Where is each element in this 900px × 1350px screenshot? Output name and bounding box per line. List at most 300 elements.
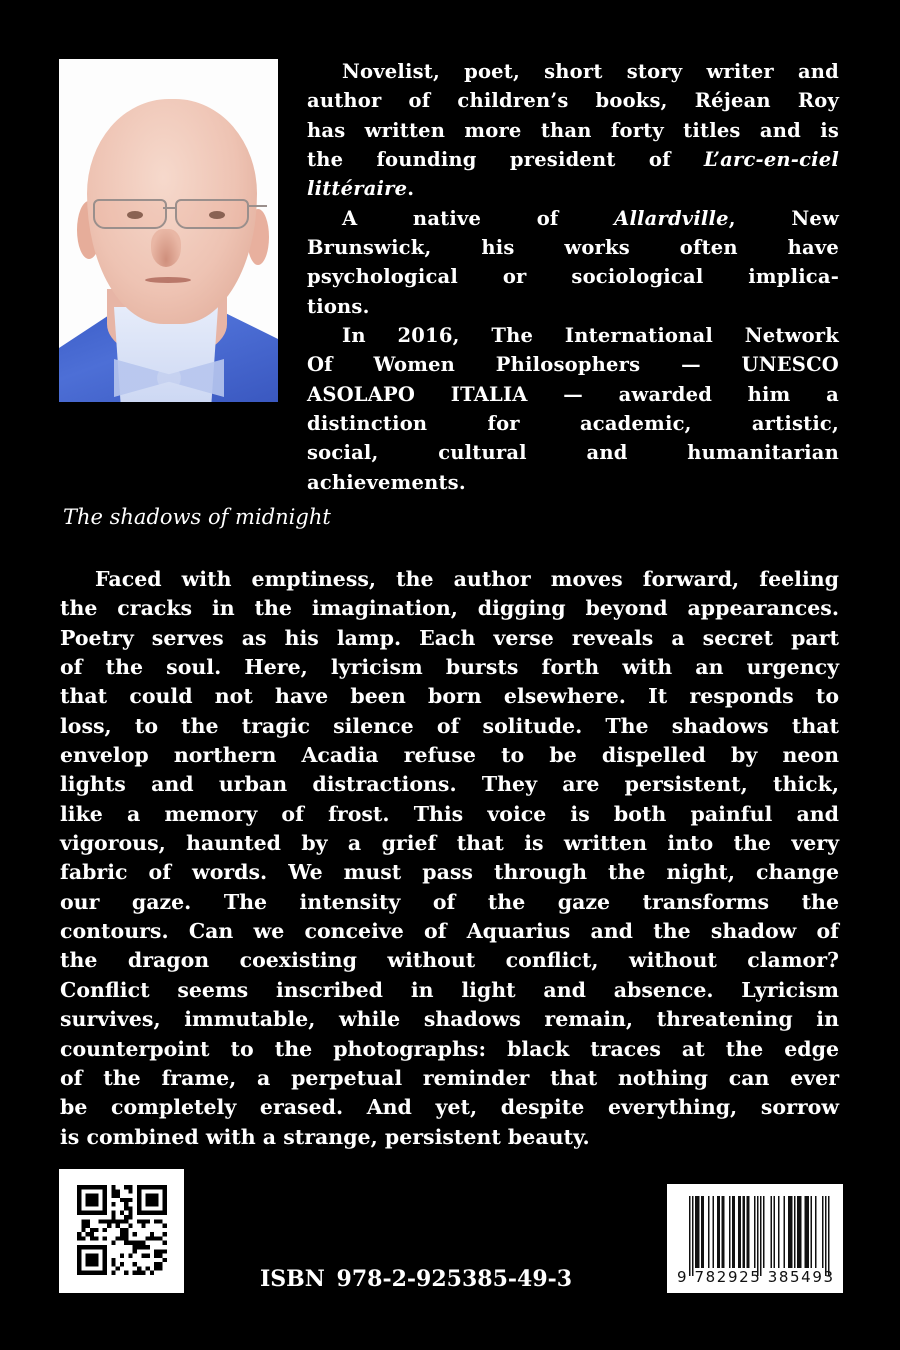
text-segment: , New [728, 206, 839, 230]
text-line [307, 116, 839, 145]
barcode-bar [778, 1196, 779, 1268]
qr-module [86, 1198, 90, 1202]
barcode-bar [701, 1196, 702, 1268]
qr-module [146, 1185, 150, 1189]
qr-module [163, 1202, 167, 1206]
qr-module [111, 1194, 115, 1198]
qr-module [111, 1241, 115, 1245]
barcode-bar [748, 1196, 749, 1268]
qr-module [124, 1228, 128, 1232]
qr-module [77, 1258, 81, 1262]
qr-module [137, 1241, 141, 1245]
barcode-bar [825, 1196, 826, 1276]
qr-module [137, 1266, 141, 1270]
qr-module [124, 1215, 128, 1219]
qr-module [146, 1202, 150, 1206]
qr-module [90, 1211, 94, 1215]
text-segment: loss, to the tragic silence of solitude. The shadows that [60, 713, 839, 738]
qr-module [124, 1232, 128, 1236]
qr-module [86, 1232, 90, 1236]
text-line [60, 1035, 839, 1064]
qr-module [124, 1236, 128, 1240]
qr-module [77, 1249, 81, 1253]
qr-module [154, 1254, 158, 1258]
text-line [60, 653, 839, 682]
qr-module [81, 1228, 85, 1232]
text-line [307, 262, 839, 291]
qr-module [103, 1202, 107, 1206]
qr-module [163, 1185, 167, 1189]
qr-module [158, 1249, 162, 1253]
qr-module [137, 1202, 141, 1206]
text-segment: the founding president of [307, 148, 704, 172]
qr-module [77, 1245, 81, 1249]
qr-module [98, 1245, 102, 1249]
qr-module [116, 1236, 120, 1240]
qr-module [94, 1185, 98, 1189]
qr-module [94, 1262, 98, 1266]
qr-module [141, 1241, 145, 1245]
qr-module [81, 1245, 85, 1249]
qr-module [103, 1198, 107, 1202]
barcode-bar [733, 1196, 734, 1268]
qr-module [128, 1189, 132, 1193]
barcode-bar [695, 1196, 696, 1268]
barcode-bar [791, 1196, 792, 1268]
qr-module [86, 1219, 90, 1223]
text-line [60, 917, 839, 946]
qr-module [86, 1224, 90, 1228]
qr-module [154, 1202, 158, 1206]
qr-module [154, 1219, 158, 1223]
text-line [60, 565, 839, 594]
qr-module [124, 1185, 128, 1189]
qr-module [103, 1249, 107, 1253]
qr-module [137, 1189, 141, 1193]
qr-module [120, 1236, 124, 1240]
photo-glasses [93, 199, 263, 229]
qr-module [77, 1271, 81, 1275]
qr-module [124, 1202, 128, 1206]
barcode-bar [719, 1196, 720, 1268]
barcode-bar [729, 1196, 730, 1268]
qr-module [124, 1271, 128, 1275]
qr-module [94, 1236, 98, 1240]
barcode-bar [806, 1196, 807, 1268]
qr-module [90, 1185, 94, 1189]
qr-module [124, 1206, 128, 1210]
text-segment: author of children’s books, Réjean Roy [307, 89, 839, 113]
qr-module [77, 1232, 81, 1236]
qr-module [77, 1202, 81, 1206]
barcode-bar [800, 1196, 801, 1268]
qr-module [124, 1241, 128, 1245]
qr-module [90, 1245, 94, 1249]
text-line [307, 145, 839, 174]
qr-module [77, 1254, 81, 1258]
text-line [307, 409, 839, 438]
book-title: The shadows of midnight [63, 505, 331, 529]
text-line [60, 624, 839, 653]
text-line [60, 946, 839, 975]
qr-module [137, 1211, 141, 1215]
qr-module [94, 1245, 98, 1249]
qr-module [90, 1262, 94, 1266]
qr-module [137, 1185, 141, 1189]
text-segment: Novelist, poet, short story writer and [342, 60, 839, 83]
text-segment: contours. Can we conceive of Aquarius and the shadow of [60, 919, 839, 944]
qr-module [86, 1271, 90, 1275]
text-line [307, 321, 839, 350]
qr-module [94, 1271, 98, 1275]
qr-module [77, 1189, 81, 1193]
text-line [60, 888, 839, 917]
italic-text: Allardville [614, 206, 729, 230]
barcode-bar [760, 1196, 761, 1276]
qr-module [86, 1254, 90, 1258]
text-line [307, 233, 839, 262]
qr-code-icon [77, 1185, 167, 1275]
qr-module [103, 1245, 107, 1249]
qr-module [94, 1202, 98, 1206]
qr-module [128, 1241, 132, 1245]
qr-module [163, 1189, 167, 1193]
qr-module [86, 1262, 90, 1266]
barcode-bar [722, 1196, 723, 1268]
qr-module [111, 1258, 115, 1262]
qr-module [120, 1232, 124, 1236]
qr-module [146, 1254, 150, 1258]
barcode-bar [723, 1196, 724, 1268]
barcode-bar [732, 1196, 733, 1268]
barcode-bar [773, 1196, 774, 1268]
qr-module [150, 1202, 154, 1206]
text-line [307, 438, 839, 467]
barcode-bar [702, 1196, 703, 1268]
qr-module [163, 1249, 167, 1253]
qr-module [94, 1254, 98, 1258]
qr-module [158, 1266, 162, 1270]
qr-module [111, 1262, 115, 1266]
italic-text: littéraire [307, 177, 408, 201]
text-segment: . [407, 177, 415, 201]
qr-module [163, 1206, 167, 1210]
text-segment: Brunswick, his works often have [307, 236, 839, 260]
qr-module [90, 1258, 94, 1262]
qr-module [141, 1271, 145, 1275]
barcode-bar [717, 1196, 718, 1268]
qr-module [86, 1194, 90, 1198]
author-photo [59, 59, 278, 402]
text-segment: social, cultural and humanitarian [307, 441, 839, 465]
text-segment: of the frame, a perpetual reminder that nothing can ever [60, 1065, 839, 1090]
qr-module [146, 1211, 150, 1215]
qr-module [90, 1194, 94, 1198]
barcode-bar [807, 1196, 808, 1268]
barcode-bar [692, 1196, 693, 1276]
barcode-bar [790, 1196, 791, 1268]
text-segment: has written more than forty titles and is [307, 118, 839, 142]
text-line [307, 468, 839, 497]
qr-module [98, 1271, 102, 1275]
qr-module [98, 1211, 102, 1215]
qr-module [116, 1189, 120, 1193]
qr-module [90, 1228, 94, 1232]
qr-module [98, 1219, 102, 1223]
barcode-bar [763, 1196, 764, 1268]
qr-module [163, 1194, 167, 1198]
qr-module [154, 1198, 158, 1202]
qr-module [141, 1254, 145, 1258]
qr-module [81, 1219, 85, 1223]
barcode-bar [797, 1196, 798, 1268]
text-line [60, 976, 839, 1005]
qr-module [128, 1215, 132, 1219]
qr-module [150, 1271, 154, 1275]
text-line [307, 204, 839, 233]
qr-module [133, 1271, 137, 1275]
qr-module [77, 1236, 81, 1240]
text-segment: Poetry serves as his lamp. Each verse reveals a secret part [60, 625, 839, 650]
text-line [60, 800, 839, 829]
qr-module [103, 1266, 107, 1270]
barcode-bar [689, 1196, 690, 1276]
qr-module [94, 1228, 98, 1232]
qr-module [90, 1236, 94, 1240]
qr-module [103, 1206, 107, 1210]
barcode-bar [757, 1196, 758, 1276]
barcode [667, 1184, 843, 1293]
text-line [60, 712, 839, 741]
barcode-bar [828, 1196, 829, 1276]
qr-module [141, 1185, 145, 1189]
qr-module [154, 1185, 158, 1189]
qr-module [128, 1224, 132, 1228]
text-segment: counterpoint to the photographs: black traces at the edge [60, 1036, 839, 1061]
qr-module [141, 1224, 145, 1228]
barcode-bar [804, 1196, 805, 1268]
text-line [60, 1123, 839, 1152]
text-segment: the cracks in the imagination, digging beyond appearances. [60, 596, 839, 621]
qr-module [120, 1198, 124, 1202]
text-segment: the dragon coexisting without conflict, without clamor? [60, 948, 839, 973]
qr-module [141, 1211, 145, 1215]
qr-module [86, 1185, 90, 1189]
barcode-bar [744, 1196, 745, 1268]
text-segment: In 2016, The International Network [342, 324, 839, 348]
qr-module [137, 1194, 141, 1198]
barcode-bar [784, 1196, 785, 1268]
qr-module [94, 1258, 98, 1262]
qr-module [154, 1266, 158, 1270]
barcode-bar [822, 1196, 823, 1268]
qr-module [103, 1194, 107, 1198]
qr-module [77, 1185, 81, 1189]
qr-module [120, 1262, 124, 1266]
text-segment: A native of [342, 206, 615, 230]
barcode-digits: 9 782925 385493 [677, 1268, 835, 1286]
book-blurb [60, 565, 839, 1152]
barcode-bar [708, 1196, 709, 1268]
qr-module [90, 1198, 94, 1202]
text-segment: survives, immutable, while shadows remain, threatening in [60, 1007, 839, 1032]
text-segment: that could not have been born elsewhere. It responds to [60, 684, 839, 709]
qr-module [120, 1219, 124, 1223]
text-segment: fabric of words. We must pass through the night, change [60, 860, 839, 885]
text-segment: Of Women Philosophers — UNESCO [307, 353, 839, 377]
qr-module [77, 1262, 81, 1266]
qr-module [128, 1254, 132, 1258]
qr-module [154, 1236, 158, 1240]
qr-module [77, 1211, 81, 1215]
qr-module [111, 1185, 115, 1189]
text-line [307, 57, 839, 86]
photo-mouth [145, 277, 191, 283]
qr-module [150, 1198, 154, 1202]
qr-module [158, 1219, 162, 1223]
barcode-bar [747, 1196, 748, 1268]
barcode-bar [794, 1196, 795, 1268]
text-segment: Faced with emptiness, the author moves forward, feeling [95, 567, 839, 591]
barcode-bar [770, 1196, 771, 1268]
qr-module [98, 1185, 102, 1189]
text-line [60, 770, 839, 799]
italic-text: L’arc-en-ciel [703, 148, 839, 172]
qr-module [94, 1194, 98, 1198]
barcode-bar [696, 1196, 697, 1268]
text-segment: our gaze. The intensity of the gaze transforms the [60, 889, 839, 914]
text-line [60, 741, 839, 770]
qr-module [137, 1271, 141, 1275]
qr-module [103, 1236, 107, 1240]
qr-code [59, 1169, 184, 1293]
text-line [60, 594, 839, 623]
qr-module [146, 1266, 150, 1270]
qr-module [86, 1202, 90, 1206]
qr-module [128, 1211, 132, 1215]
qr-module [141, 1245, 145, 1249]
text-line [60, 829, 839, 858]
qr-module [133, 1241, 137, 1245]
text-line [307, 86, 839, 115]
qr-module [158, 1211, 162, 1215]
text-line [307, 292, 839, 321]
qr-module [81, 1271, 85, 1275]
text-segment: be completely erased. And yet, despite everything, sorrow [60, 1095, 839, 1120]
qr-module [77, 1194, 81, 1198]
barcode-bar [810, 1196, 811, 1268]
qr-module [163, 1258, 167, 1262]
qr-module [103, 1262, 107, 1266]
qr-module [111, 1189, 115, 1193]
barcode-bar [738, 1196, 739, 1268]
qr-module [146, 1194, 150, 1198]
qr-module [137, 1206, 141, 1210]
qr-module [154, 1211, 158, 1215]
qr-module [111, 1271, 115, 1275]
text-line [60, 1093, 839, 1122]
text-segment: of the soul. Here, lyricism bursts forth with an urgency [60, 655, 839, 680]
qr-module [81, 1224, 85, 1228]
qr-module [81, 1185, 85, 1189]
barcode-bar [815, 1196, 816, 1268]
qr-module [133, 1232, 137, 1236]
qr-module [116, 1266, 120, 1270]
qr-module [94, 1198, 98, 1202]
qr-module [90, 1254, 94, 1258]
qr-module [137, 1245, 141, 1249]
text-line [60, 858, 839, 887]
qr-module [128, 1206, 132, 1210]
qr-module [77, 1266, 81, 1270]
qr-module [146, 1198, 150, 1202]
qr-module [158, 1236, 162, 1240]
barcode-bar [713, 1196, 714, 1268]
barcode-bar [742, 1196, 743, 1268]
isbn-label: ISBN 978-2-925385-49-3 [260, 1266, 573, 1292]
qr-module [103, 1189, 107, 1193]
text-segment: ASOLAPO ITALIA — awarded him a [307, 382, 839, 406]
qr-module [124, 1198, 128, 1202]
qr-module [81, 1236, 85, 1240]
text-line [60, 682, 839, 711]
qr-module [163, 1224, 167, 1228]
qr-module [150, 1232, 154, 1236]
qr-module [163, 1232, 167, 1236]
qr-module [141, 1219, 145, 1223]
qr-module [120, 1254, 124, 1258]
qr-module [111, 1211, 115, 1215]
qr-module [90, 1202, 94, 1206]
qr-module [146, 1219, 150, 1223]
text-segment: is combined with a strange, persistent beauty. [60, 1124, 590, 1149]
qr-module [120, 1211, 124, 1215]
text-segment: like a memory of frost. This voice is both painful and [60, 801, 839, 826]
barcode-bar [754, 1196, 755, 1268]
qr-module [103, 1228, 107, 1232]
qr-module [77, 1198, 81, 1202]
qr-module [146, 1236, 150, 1240]
qr-module [81, 1211, 85, 1215]
qr-module [103, 1254, 107, 1258]
qr-module [133, 1249, 137, 1253]
text-segment: psychological or sociological implica- [307, 265, 839, 289]
qr-module [116, 1194, 120, 1198]
qr-module [133, 1245, 137, 1249]
qr-module [86, 1211, 90, 1215]
qr-module [111, 1202, 115, 1206]
text-line [307, 380, 839, 409]
qr-module [103, 1185, 107, 1189]
qr-module [103, 1211, 107, 1215]
text-line [307, 174, 839, 203]
text-line [307, 350, 839, 379]
barcode-bar [698, 1196, 699, 1268]
text-segment: tions. [307, 294, 370, 318]
qr-module [94, 1211, 98, 1215]
text-segment: achievements. [307, 470, 466, 494]
qr-module [103, 1271, 107, 1275]
qr-module [111, 1215, 115, 1219]
qr-module [163, 1198, 167, 1202]
qr-module [137, 1198, 141, 1202]
barcode-bar [739, 1196, 740, 1268]
text-segment: envelop northern Acadia refuse to be dispelled by neon [60, 743, 839, 768]
qr-module [90, 1271, 94, 1275]
qr-module [120, 1228, 124, 1232]
text-segment: lights and urban distractions. They are persistent, thick, [60, 772, 839, 797]
qr-module [158, 1254, 162, 1258]
